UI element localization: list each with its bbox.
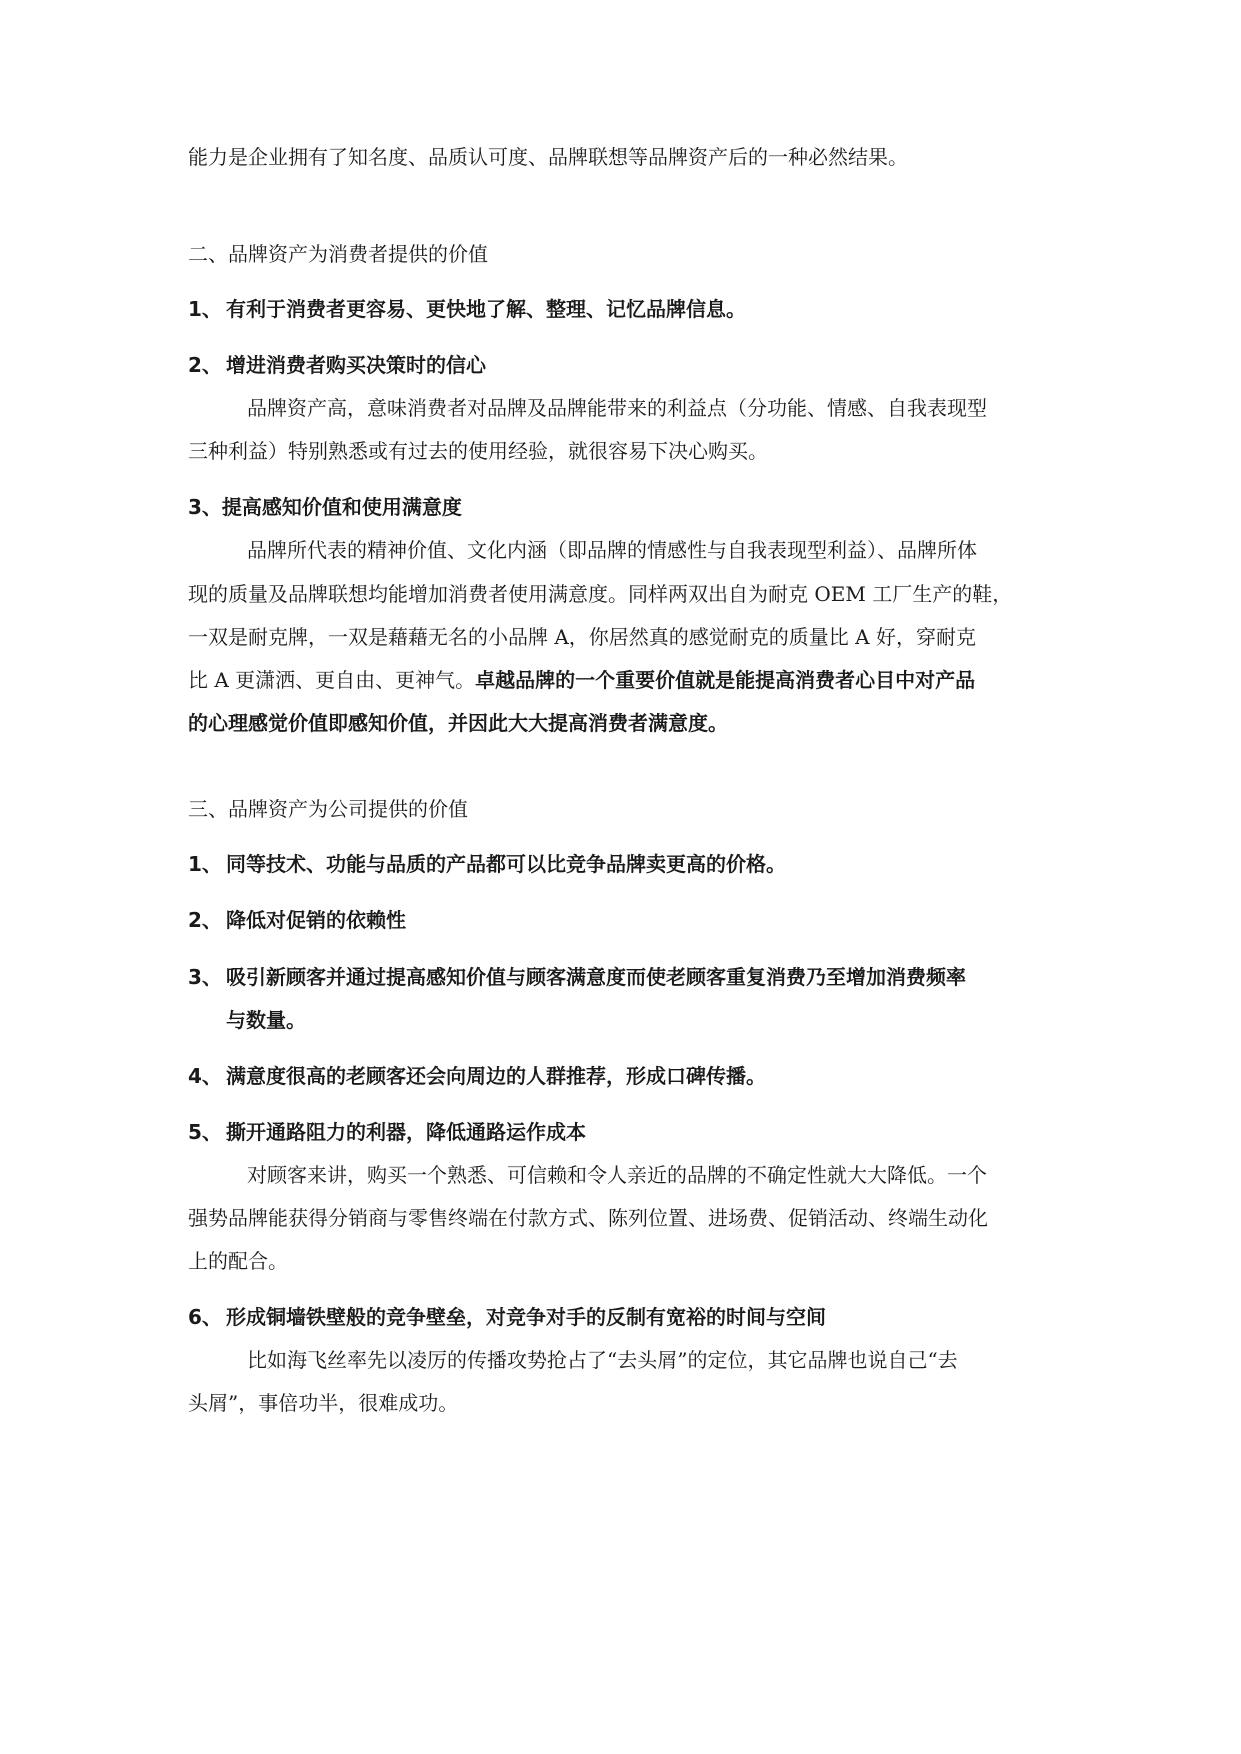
list-item-3-1 xyxy=(188,849,1060,879)
list-item-text: 降低对促销的依赖性 xyxy=(226,908,406,932)
list-item-3-3 xyxy=(188,962,1060,992)
emphasis-line: 的心理感觉价值即感知价值，并因此大大提高消费者满意度。 xyxy=(188,711,728,735)
paragraph-line: 对顾客来讲，购买一个熟悉、可信赖和令人亲近的品牌的不确定性就大大降低。一个 xyxy=(247,1163,987,1187)
list-number: 5、 xyxy=(188,1120,222,1144)
paragraph-line: 上的配合。 xyxy=(188,1249,288,1273)
list-item-text: 吸引新顾客并通过提高感知价值与顾客满意度而使老顾客重复消费乃至增加消费频率 xyxy=(226,965,966,989)
list-item-3-6 xyxy=(188,1302,1060,1332)
list-item-2-1 xyxy=(188,294,1060,324)
paragraph-line: 强势品牌能获得分销商与零售终端在付款方式、陈列位置、进场费、促销活动、终端生动化 xyxy=(188,1206,988,1230)
list-item-continuation: 与数量。 xyxy=(226,1008,306,1032)
list-item-text: 撕开通路阻力的利器，降低通路运作成本 xyxy=(226,1120,586,1144)
list-number: 1、 xyxy=(188,297,222,321)
paragraph-line: 品牌所代表的精神价值、文化内涵（即品牌的情感性与自我表现型利益）、品牌所体 xyxy=(247,538,977,562)
list-number: 4、 xyxy=(188,1064,222,1088)
list-item-2-2 xyxy=(188,350,1060,380)
plain-text: 比 A 更潇洒、更自由、更神气。 xyxy=(188,668,476,692)
list-item-2-3: 3、提高感知价值和使用满意度 xyxy=(188,495,462,519)
paragraph-line: 比如海飞丝率先以凌厉的传播攻势抢占了“去头屑”的定位，其它品牌也说自己“去 xyxy=(247,1348,958,1372)
list-item-text: 增进消费者购买决策时的信心 xyxy=(226,353,486,377)
list-item-3-2 xyxy=(188,905,1060,935)
list-number: 1、 xyxy=(188,852,222,876)
list-item-text: 同等技术、功能与品质的产品都可以比竞争品牌卖更高的价格。 xyxy=(226,852,786,876)
list-item-text: 有利于消费者更容易、更快地了解、整理、记忆品牌信息。 xyxy=(226,297,746,321)
section-heading-3: 三、品牌资产为公司提供的价值 xyxy=(188,797,468,821)
list-number: 2、 xyxy=(188,353,222,377)
paragraph-line: 能力是企业拥有了知名度、品质认可度、品牌联想等品牌资产后的一种必然结果。 xyxy=(188,145,908,169)
paragraph-line: 三种利益）特别熟悉或有过去的使用经验，就很容易下决心购买。 xyxy=(188,439,768,463)
list-item-3-5 xyxy=(188,1117,1060,1147)
list-item-text: 形成铜墙铁壁般的竞争壁垒，对竞争对手的反制有宽裕的时间与空间 xyxy=(226,1305,826,1329)
list-number: 6、 xyxy=(188,1305,222,1329)
paragraph-line xyxy=(188,665,1060,695)
section-heading-2: 二、品牌资产为消费者提供的价值 xyxy=(188,242,488,266)
paragraph-line: 一双是耐克牌，一双是藉藉无名的小品牌 A，你居然真的感觉耐克的质量比 A 好，穿耐克 xyxy=(188,625,976,649)
list-item-text: 满意度很高的老顾客还会向周边的人群推荐，形成口碑传播。 xyxy=(226,1064,766,1088)
list-item-3-4 xyxy=(188,1061,1060,1091)
paragraph-line: 头屑”，事倍功半，很难成功。 xyxy=(188,1391,459,1415)
emphasis-text: 卓越品牌的一个重要价值就是能提高消费者心目中对产品 xyxy=(475,668,976,692)
paragraph-line: 现的质量及品牌联想均能增加消费者使用满意度。同样两双出自为耐克 OEM 工厂生产的鞋， xyxy=(188,582,1013,606)
list-number: 3、 xyxy=(188,965,222,989)
paragraph-line: 品牌资产高，意味消费者对品牌及品牌能带来的利益点（分功能、情感、自我表现型 xyxy=(247,396,987,420)
list-number: 2、 xyxy=(188,908,222,932)
